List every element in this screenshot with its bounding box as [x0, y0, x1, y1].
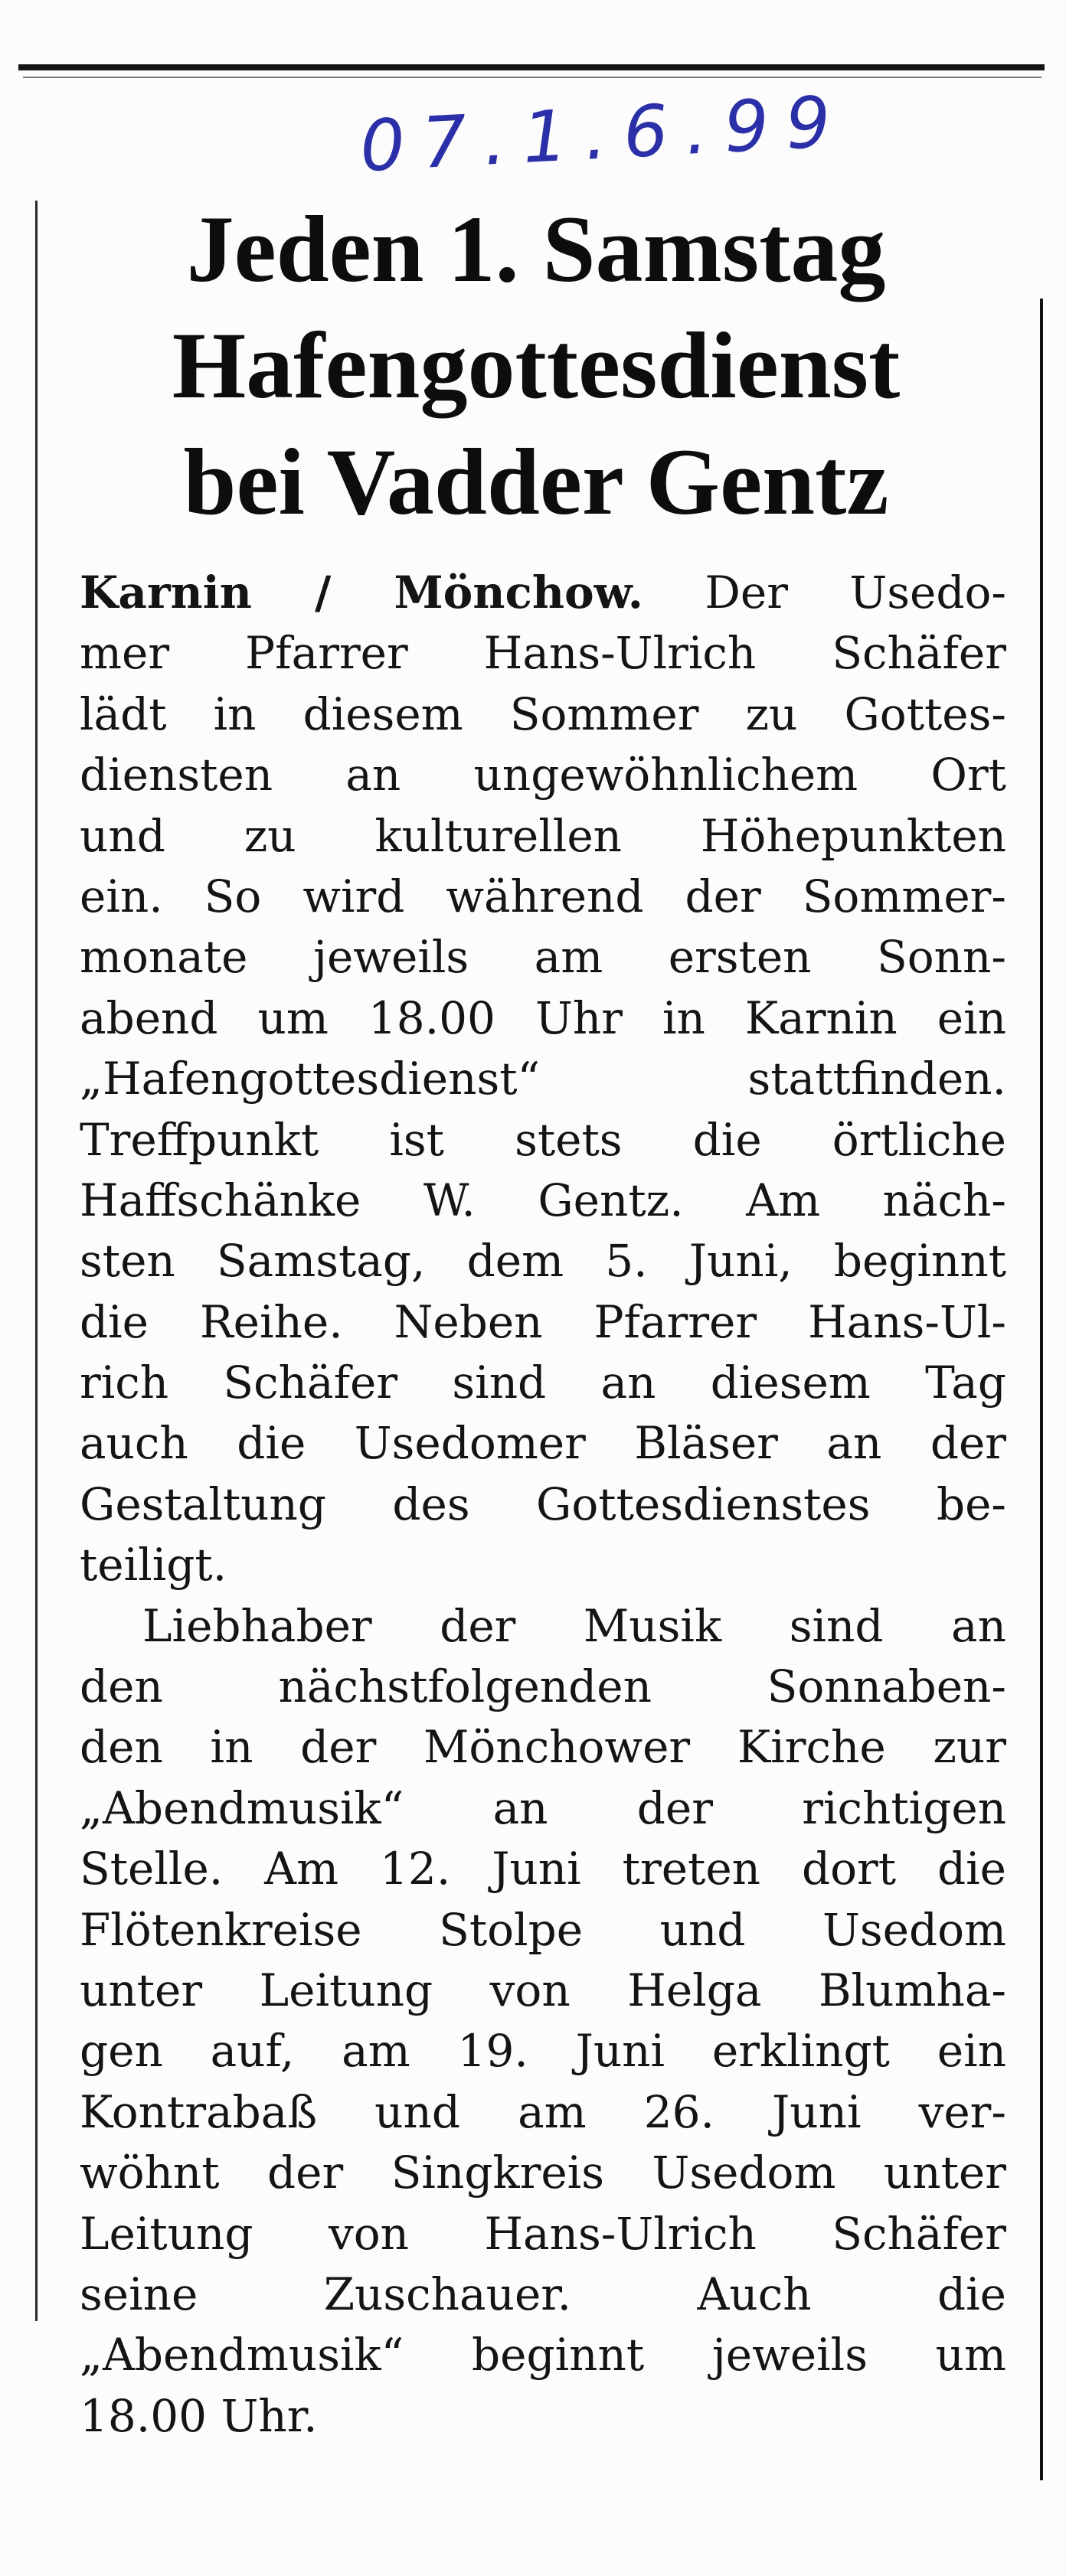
body-line: „Abendmusik“ beginnt jeweils um — [80, 2329, 1006, 2382]
body-line: auch die Usedomer Bläser an der — [80, 1417, 1006, 1470]
body-line: gen auf, am 19. Juni erklingt ein — [80, 2025, 1006, 2078]
left-column-rule — [35, 201, 38, 2321]
body-line: Stelle. Am 12. Juni treten dort die — [80, 1843, 1006, 1895]
body-line: seine Zuschauer. Auch die — [80, 2267, 1006, 2320]
body-line — [80, 563, 1006, 623]
body-line: Gestaltung des Gottesdienstes be- — [80, 1477, 1006, 1530]
top-rule-thin — [23, 77, 1041, 78]
body-line: mer Pfarrer Hans-Ulrich Schäfer — [80, 627, 1006, 680]
body-line: lädt in diesem Sommer zu Gottes- — [80, 687, 1006, 740]
body-line: und zu kulturellen Höhepunkten — [80, 809, 1006, 862]
body-line: monate jeweils am ersten Sonn- — [80, 931, 1006, 984]
body-line: wöhnt der Singkreis Usedom unter — [80, 2147, 1006, 2199]
body-line: rich Schäfer sind an diesem Tag — [80, 1357, 1006, 1409]
body-line: Treffpunkt ist stets die örtliche — [80, 1113, 1006, 1166]
handwritten-date: 07.1.6.99 — [358, 80, 850, 188]
body-line: Liebhaber der Musik sind an — [142, 1599, 1006, 1652]
headline-line: Jeden 1. Samstag — [186, 197, 886, 302]
body-line: Leitung von Hans-Ulrich Schäfer — [80, 2207, 1006, 2260]
body-line: den in der Mönchower Kirche zur — [80, 1721, 1006, 1774]
right-column-rule — [1040, 299, 1043, 2480]
body-text: Der Usedo- — [705, 566, 1006, 619]
top-rule — [18, 64, 1045, 70]
body-line: teiligt. — [80, 1539, 227, 1592]
body-line: „Abendmusik“ an der richtigen — [80, 1781, 1006, 1834]
body-line: Kontrabaß und am 26. Juni ver- — [80, 2085, 1006, 2138]
body-line: Haffschänke W. Gentz. Am näch- — [80, 1174, 1006, 1226]
body-line: diensten an ungewöhnlichem Ort — [80, 749, 1006, 802]
body-line: 18.00 Uhr. — [80, 2389, 318, 2442]
body-line: sten Samstag, dem 5. Juni, beginnt — [80, 1235, 1006, 1288]
body-line: Flötenkreise Stolpe und Usedom — [80, 1903, 1006, 1956]
headline-line: Hafengottesdienst — [172, 313, 901, 418]
body-line: die Reihe. Neben Pfarrer Hans-Ul- — [80, 1295, 1006, 1348]
body-line: ein. So wird während der Sommer- — [80, 870, 1006, 922]
article-body — [80, 563, 1006, 2447]
body-line: abend um 18.00 Uhr in Karnin ein — [80, 991, 1006, 1044]
body-line: unter Leitung von Helga Blumha- — [80, 1964, 1006, 2016]
dateline: Karnin / Mönchow. — [80, 566, 643, 619]
body-line: „Hafengottesdienst“ stattfinden. — [80, 1053, 1006, 1105]
body-line: den nächstfolgenden Sonnaben- — [80, 1660, 1006, 1713]
headline-line: bei Vadder Gentz — [183, 429, 889, 534]
headline — [84, 191, 988, 540]
